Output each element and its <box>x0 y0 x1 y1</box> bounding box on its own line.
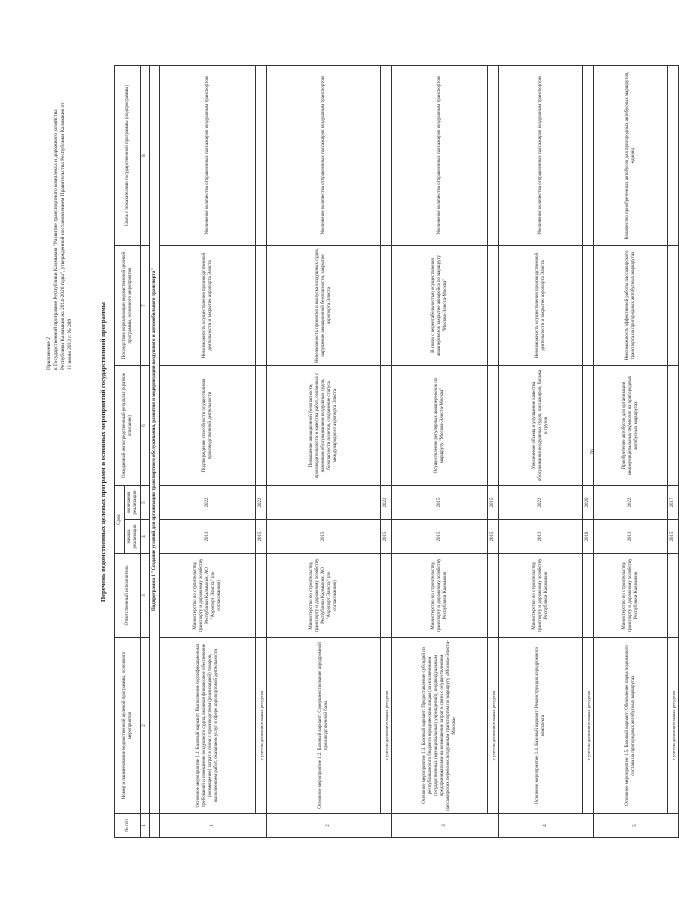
row-consequences: Невозможность осуществления производственной деятельности и закрытие аэропорта Элиста <box>499 246 583 366</box>
header-result: Ожидаемый непосредственный результат (краткое описание) <box>115 366 141 486</box>
row-extra-label: с учетом дополнительных ресурсов <box>381 638 392 814</box>
row-extra-label: с учетом дополнительных ресурсов <box>488 638 499 814</box>
rotated-page <box>40 52 676 852</box>
row-end: 2022 <box>160 486 256 520</box>
table-row <box>160 66 256 838</box>
row-start: 2015 <box>267 520 381 554</box>
row-extra-start: 2015 <box>488 520 499 554</box>
row-end: 2015 <box>392 486 488 520</box>
row-result: Осуществление регулярных авиаперевозок по маршруту "Москва-Элиста-Москва" <box>392 366 488 486</box>
header-start: начала реализации <box>125 520 141 554</box>
table-subrow <box>256 66 267 838</box>
row-name: Основное мероприятие 1.2. Базовый вариант: Совершенствование аэродромной производственной базы <box>267 638 381 814</box>
row-extra-end: 2020 <box>583 486 594 520</box>
row-end: 2022 <box>594 486 668 520</box>
row-result: Приобретение автобусов для организации межмуниципальных перевозок на пригородных автобусных маршрутах <box>594 366 668 486</box>
row-start: 2013 <box>499 520 583 554</box>
header-executor: Ответственный исполнитель <box>115 554 141 638</box>
row-executor: Министерство по строительству, транспорту и дорожному хозяйству Республики Калмыкия <box>392 554 488 638</box>
row-link: Увеличение количества отправленных пассажиров воздушным транспортом <box>160 66 256 246</box>
document-title: Перечень ведомственных целевых программ и основных мероприятий государственной программы <box>100 302 107 602</box>
row-name: Основное мероприятие 1.4. Базовый вариант: Реконструкция аэродромного комплекса <box>499 638 583 814</box>
row-link: Увеличение количества отправленных пассажиров воздушным транспортом <box>267 66 381 246</box>
row-result: Увеличение объема и улучшение качества обслуживания воздушных судов, пассажиров, багажа и грузов <box>499 366 583 486</box>
table-subrow <box>381 66 392 838</box>
table-row <box>267 66 381 838</box>
appendix-line-4: 11 июня 2013 г. № 289 <box>67 318 74 370</box>
row-name: Основное мероприятие 1.5. Базовый вариант: Обновление парка подвижного состава на пригородных автобусных маршрутах <box>594 638 668 814</box>
row-name: Основное мероприятие 1.3. Базовый вариант: Предоставление субсидий из республиканского бюджета юридическим лицам (за исключением государственных (муниципальных) учреждений), индивидуальным предпринимателям на возмещение затрат в связи с осуществлением пассажирских перевозок воздушным транспортом по маршруту «Москва-Элиста-Москва» <box>392 638 488 814</box>
row-extra-end: 2022 <box>381 486 392 520</box>
row-num: 4 <box>499 814 594 838</box>
col-number: 5 <box>141 486 150 520</box>
row-start: 2015 <box>392 520 488 554</box>
header-num: № п/п <box>115 814 141 838</box>
row-result: Повышение авиационной безопасности, производительности и качества работ, связанных с наземным обслуживанием воздушных судов, безопасности полетов, сохранение статуса международного аэропорта Элиста <box>267 366 381 486</box>
row-num: 2 <box>267 814 392 838</box>
row-link: Количество приобретенных автобусов для пригородных автобусных маршрутов, единиц <box>594 66 668 246</box>
row-end <box>267 486 381 520</box>
row-consequences: Невозможность принятия и выпуска воздушных судов, нарушение авиационной безопасности, закрытие аэропорта Элиста <box>267 246 381 366</box>
row-executor: Министерство по строительству, транспорту и дорожному хозяйству Республики Калмыкия <box>594 554 668 638</box>
row-end: 2022 <box>499 486 583 520</box>
header-term: Срок <box>115 486 125 554</box>
subprogram-title: Подпрограмма 1 "Создание условий для организации транспортного обслуживания, развития и модернизации воздушного и автомобильного транспорта" <box>150 66 160 814</box>
row-extra-label: с учетом дополнительных ресурсов <box>256 638 267 814</box>
row-extra-start: 2015 <box>668 520 679 554</box>
row-extra-end: 2022 <box>256 486 267 520</box>
col-number: 2 <box>141 638 150 814</box>
row-num: 3 <box>392 814 499 838</box>
table-row <box>392 66 488 838</box>
row-start: 2013 <box>594 520 668 554</box>
row-name: Основное мероприятие 1.1. Базовый вариант: Выполнение сертификационных требований и извещение воздушного судна, включая финансовое обеспечение (возмещение) затрат в связи с производством (реализацией) товаров, выполнением работ, оказанием услуг в сфере аэропортовой деятельности <box>160 638 256 814</box>
appendix-line-2: к Государственной программе Республики Калмыкия "Развитие транспортного комплекса и дорожного хозяйства <box>53 109 60 370</box>
row-num: 5 <box>594 814 679 838</box>
page-number: 70 <box>590 449 596 455</box>
appendix-line-3: Республики Калмыкия на 2014-2020 годы", утвержденной постановлением Правительства Республики Калмыкия от <box>60 102 67 370</box>
col-number: 1 <box>141 814 150 838</box>
table-subrow <box>668 66 679 838</box>
table-row <box>594 66 668 838</box>
row-extra-label: с учетом дополнительных ресурсов <box>583 638 594 814</box>
row-consequences: Невозможность осуществления производственной деятельности и закрытие аэропорта Элиста <box>160 246 256 366</box>
header-end: окончания реализации <box>125 486 141 520</box>
row-consequences: В связи с нерентабельностью осуществления авиаперевозок закрытие авиарейса по маршруту "Москва-Элиста-Москва" <box>392 246 488 366</box>
row-consequences: Невозможность эффективной работы пассажирского транспорта на пригородных автобусных маршрутах <box>594 246 668 366</box>
row-extra-end: 2017 <box>668 486 679 520</box>
col-number: 7 <box>141 246 150 366</box>
header-consequences: Последствия нереализации ведомственной целевой программы, основного мероприятия <box>115 246 141 366</box>
row-executor: Министерство по строительству, транспорту и дорожному хозяйству Республики Калмыкия <box>499 554 583 638</box>
row-extra-label: с учетом дополнительных ресурсов <box>668 638 679 814</box>
row-extra-end: 2015 <box>488 486 499 520</box>
row-link: Увеличение количества отправленных пассажиров воздушным транспортом <box>392 66 488 246</box>
col-number: 3 <box>141 554 150 638</box>
row-executor: Министерство по строительству, транспорту и дорожному хозяйству Республики Калмыкия, АО "Аэропорт Элиста" (по согласованию) <box>267 554 381 638</box>
row-start: 2013 <box>160 520 256 554</box>
row-link: Увеличение количества отправленных пассажиров воздушным транспортом <box>499 66 583 246</box>
row-extra-start: 2018 <box>583 520 594 554</box>
row-extra-start: 2015 <box>381 520 392 554</box>
header-name: Номер и наименование ведомственной целевой программы, основного мероприятия <box>115 638 141 814</box>
col-number: 4 <box>141 520 150 554</box>
header-link: Связь с показателями государственной программы (подпрограммы) <box>115 66 141 246</box>
row-num: 1 <box>160 814 267 838</box>
appendix-line-1: Приложение 2 <box>46 337 52 370</box>
table-row <box>499 66 583 838</box>
col-number: 8 <box>141 66 150 246</box>
col-number: 6 <box>141 366 150 486</box>
appendix-note <box>46 70 74 370</box>
table-subrow <box>488 66 499 838</box>
row-executor: Министерство по строительству, транспорту и дорожному хозяйству Республики Калмыкия, АО "Аэропорт Элиста" (по согласованию) <box>160 554 256 638</box>
row-extra-start: 2015 <box>256 520 267 554</box>
row-result: Подтверждение способности осуществления производственной деятельности <box>160 366 256 486</box>
